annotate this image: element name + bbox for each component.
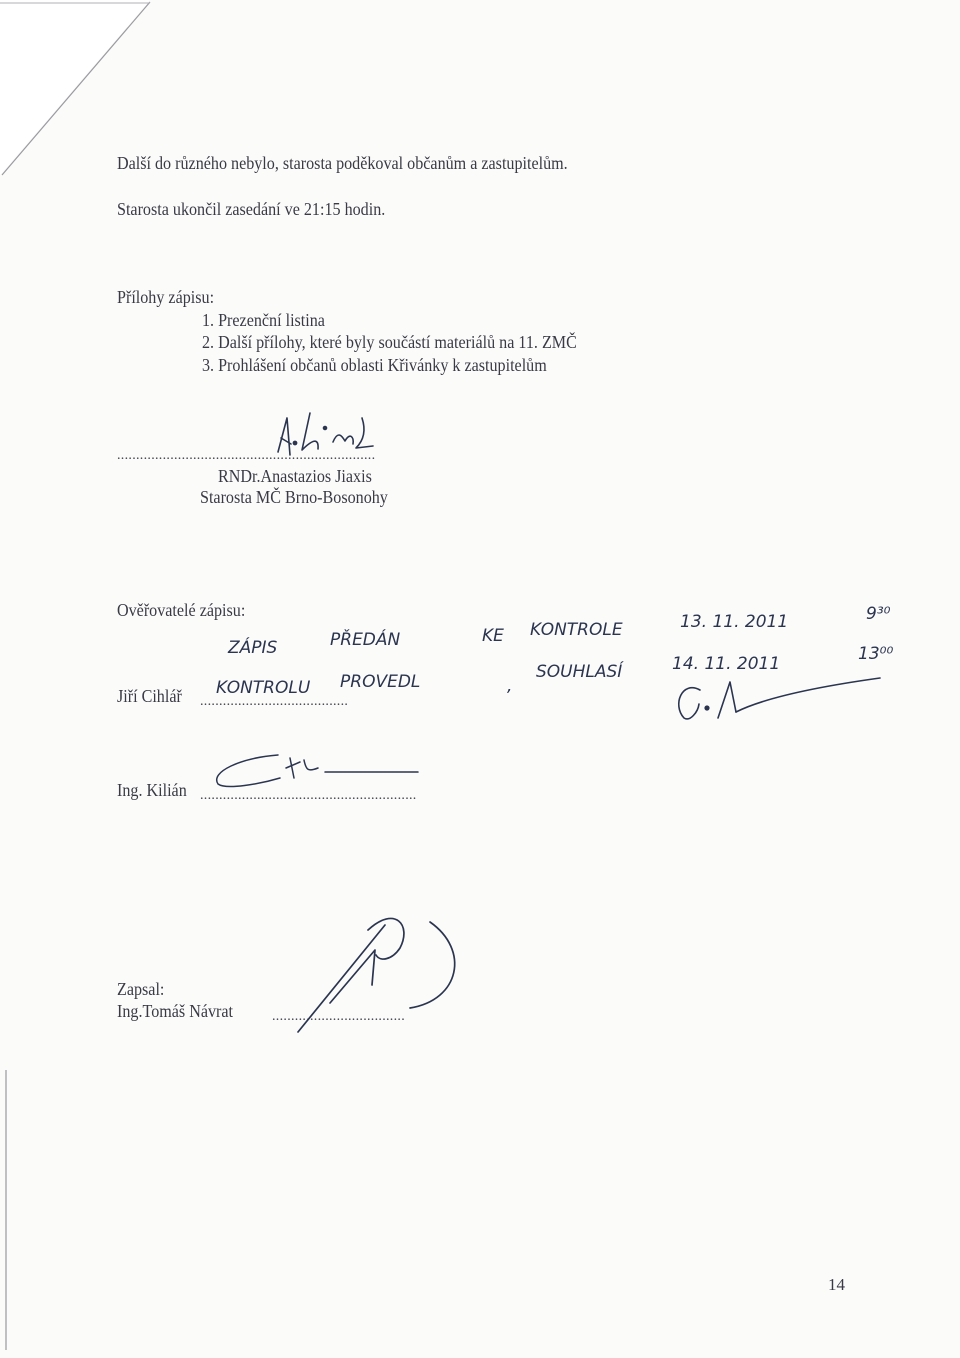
- verifiers-heading: Ověřovatelé zápisu:: [117, 600, 246, 620]
- mayor-title: Starosta MČ Brno-Bosonohy: [200, 487, 388, 507]
- attachments-heading: Přílohy zápisu:: [117, 287, 215, 307]
- mayor-name: RNDr.Anastazios Jiaxis: [218, 466, 372, 486]
- verifier-1-signature-line: .......................................: [200, 694, 349, 709]
- handwritten-note-provedl: PROVEDL: [340, 672, 421, 692]
- attachment-item-2: 2. Další přílohy, které byly součástí materiálů na 11. ZMČ: [202, 332, 577, 352]
- handwritten-time-2: 13⁰⁰: [858, 644, 894, 664]
- attachment-item-3: 3. Prohlášení občanů oblasti Křivánky k zastupitelům: [202, 355, 547, 375]
- handwritten-time-1: 9³⁰: [866, 604, 891, 624]
- closing-line-2: Starosta ukončil zasedání ve 21:15 hodin.: [117, 199, 386, 219]
- attachment-item-1: 1. Prezenční listina: [202, 310, 325, 330]
- handwritten-note-ke: KE: [482, 626, 504, 646]
- handwritten-date-2: 14. 11. 2011: [672, 654, 781, 674]
- handwritten-note-kontrolu: KONTROLU: [216, 678, 311, 698]
- handwritten-comma: ,: [507, 676, 513, 696]
- handwritten-note-souhlasi: SOUHLASÍ: [536, 662, 623, 682]
- page-number: 14: [828, 1275, 845, 1294]
- verifier-2-name: Ing. Kilián: [117, 780, 187, 800]
- recorder-signature-line: ...................................: [272, 1009, 405, 1024]
- recorder-name: Ing.Tomáš Návrat: [117, 1001, 234, 1021]
- handwritten-date-1: 13. 11. 2011: [680, 612, 789, 632]
- closing-line-1: Další do různého nebylo, starosta poděkoval občanům a zastupitelům.: [117, 153, 568, 173]
- recorder-label: Zapsal:: [117, 979, 165, 999]
- verifier-1-name: Jiří Cihlář: [117, 686, 182, 706]
- handwritten-note-zapis: ZÁPIS: [228, 638, 278, 658]
- mayor-signature-line: ....................................................................: [117, 448, 376, 463]
- handwritten-note-predan: PŘEDÁN: [330, 630, 401, 650]
- verifier-2-signature-line: .........................................................: [200, 788, 417, 803]
- handwritten-note-kontrole: KONTROLE: [530, 620, 623, 640]
